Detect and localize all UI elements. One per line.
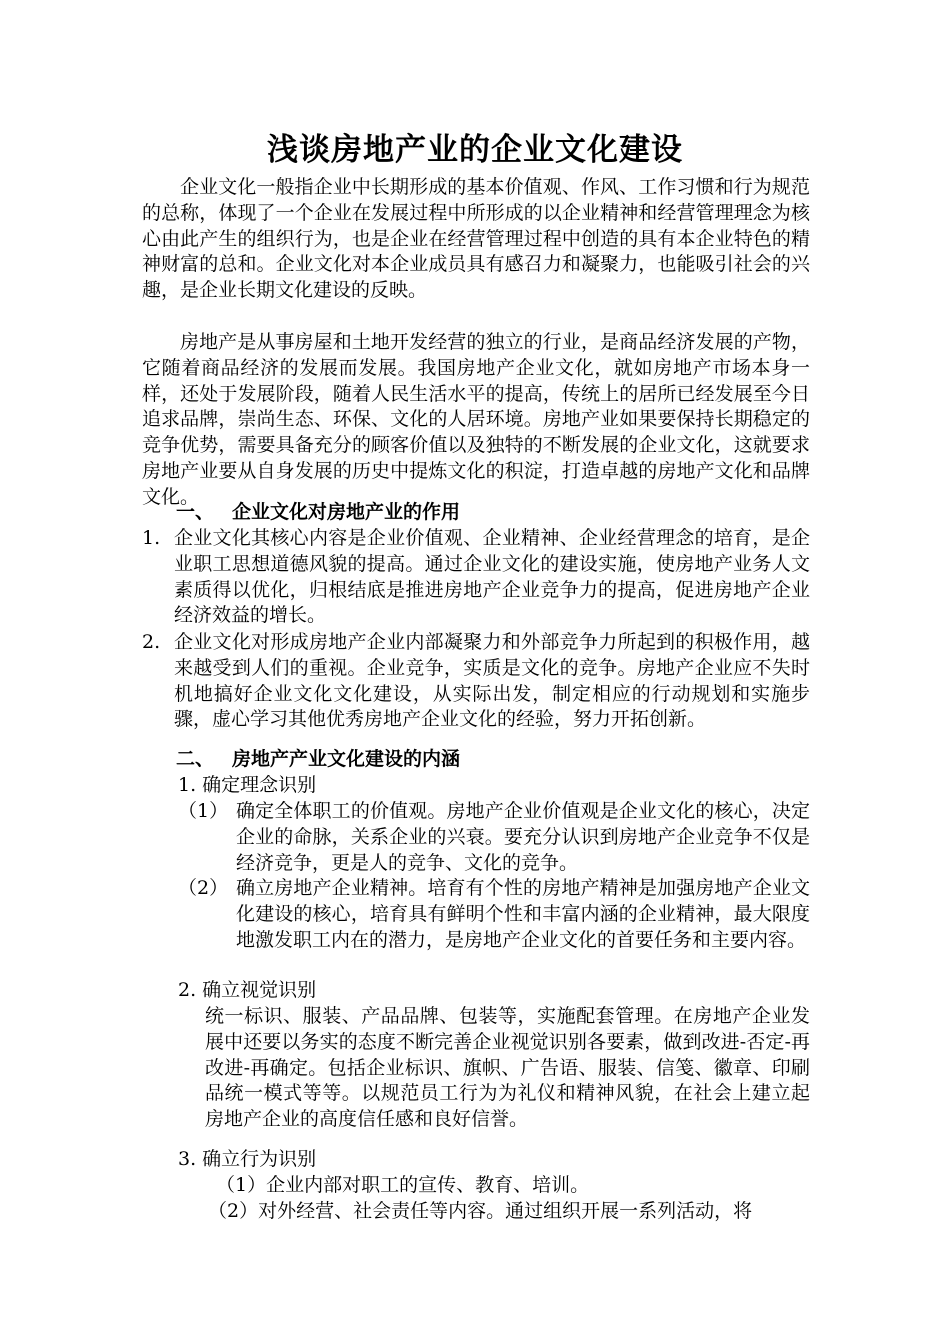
intro-paragraph-1-text: 企业文化一般指企业中长期形成的基本价值观、作风、工作习惯和行为规范的总称，体现了一个企业在发展过程中所形成的以企业精神和经营管理理念为核心由此产生的组织行为，也是企业在经营管理过程中创造的具有本企业特色的精神财富的总和。企业文化对本企业成员具有感召力和凝聚力，也能吸引社会的兴趣，是企业长期文化建设的反映。 [142,176,810,302]
subsection-1-label: 1. 确定理念识别 [178,774,317,796]
subsection-3-label: 3. 确立行为识别 [178,1148,317,1170]
subsection-1-item-1-number: （1） [178,800,229,822]
subsection-3-line-2: （2）对外经营、社会责任等内容。通过组织开展一系列活动，将 [208,1200,753,1222]
section-2-number: 二、 [176,748,215,770]
section-1-heading [176,500,460,526]
section-1-item-1-text: 企业文化其核心内容是企业价值观、企业精神、企业经营理念的培育，是企业职工思想道德风貌的提高。通过企业文化的建设实施，使房地产业务人文素质得以优化，归根结底是推进房地产企业竞争力的提高，促进房地产企业经济效益的增长。 [174,527,810,627]
section-1-item-2-number: 2. [142,631,161,653]
subsection-1-item-2 [178,876,810,953]
section-1-item-2 [142,630,810,733]
subsection-2-body [205,1004,810,1133]
section-2-title: 房地产产业文化建设的内涵 [232,748,461,770]
subsection-1-item-1-text: 确定全体职工的价值观。房地产企业价值观是企业文化的核心，决定企业的命脉，关系企业的兴衰。要充分认识到房地产企业竞争不仅是经济竞争，更是人的竞争、文化的竞争。 [236,800,810,874]
intro-paragraph-2-text: 房地产是从事房屋和土地开发经营的独立的行业，是商品经济发展的产物，它随着商品经济的发展而发展。我国房地产企业文化，就如房地产市场本身一样，还处于发展阶段，随着人民生活水平的提高，传统上的居所已经发展至今日追求品牌，崇尚生态、环保、文化的人居环境。房地产业如果要保持长期稳定的竞争优势，需要具备充分的顾客价值以及独特的不断发展的企业文化，这就要求房地产业要从自身发展的历史中提炼文化的积淀，打造卓越的房地产文化和品牌文化。 [142,331,810,508]
subsection-2-text: 统一标识、服装、产品品牌、包装等，实施配套管理。在房地产企业发展中还要以务实的态度不断完善企业视觉识别各要素，做到改进-否定-再改进-再确定。包括企业标识、旗帜、广告语、服装、信笺、徽章、印刷品统一模式等等。以规范员工行为为礼仪和精神风貌，在社会上建立起房地产企业的高度信任感和良好信誉。 [205,1005,810,1131]
subsection-2-label: 2. 确立视觉识别 [178,979,317,1001]
section-1-item-1-number: 1. [142,527,161,549]
intro-paragraph-2 [142,330,810,511]
subsection-1-item-2-number: （2） [178,877,229,899]
section-1-item-1 [142,526,810,629]
subsection-3-line-1: （1）企业内部对职工的宣传、教育、培训。 [216,1174,590,1196]
section-1-number: 一、 [176,501,215,523]
document-title: 浅谈房地产业的企业文化建设 [267,132,683,168]
section-2-heading [176,747,460,773]
section-1-item-2-text: 企业文化对形成房地产企业内部凝聚力和外部竞争力所起到的积极作用，越来越受到人们的重视。企业竞争，实质是文化的竞争。房地产企业应不失时机地搞好企业文化文化建设，从实际出发，制定相应的行动规划和实施步骤，虚心学习其他优秀房地产企业文化的经验，努力开拓创新。 [174,631,810,731]
subsection-1-item-2-text: 确立房地产企业精神。培育有个性的房地产精神是加强房地产企业文化建设的核心，培育具有鲜明个性和丰富内涵的企业精神，最大限度地激发职工内在的潜力，是房地产企业文化的首要任务和主要内容。 [236,877,810,951]
intro-paragraph-1 [142,175,810,304]
section-1-title: 企业文化对房地产业的作用 [232,501,461,523]
subsection-1-item-1 [178,799,810,876]
